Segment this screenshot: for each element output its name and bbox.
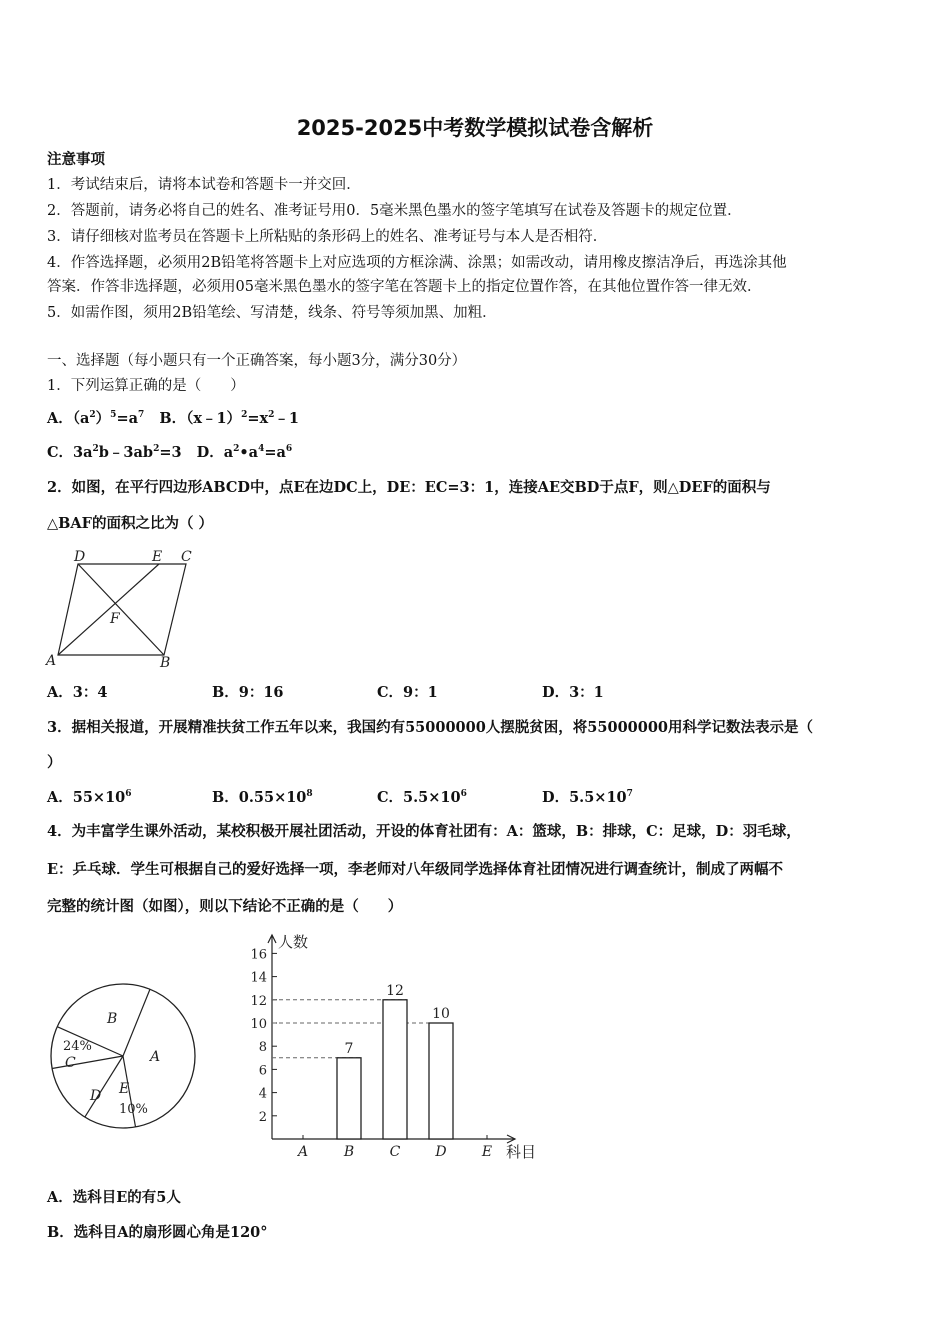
pie-label-e: E bbox=[119, 1081, 130, 1097]
x-tick-label: D bbox=[435, 1144, 447, 1160]
bar-chart-ylabel: 人数 bbox=[278, 933, 309, 951]
question-3-option-a: A．$55\times 10^6$ bbox=[47, 789, 132, 806]
vertex-label-a: A bbox=[46, 653, 57, 669]
notice-heading: 注意事项 bbox=[47, 151, 105, 168]
question-4-stem: 4．为丰富学生课外活动，某校积极开展社团活动，开设的体育社团有：A：篮球，B：排球，C：足球，D：羽毛球， bbox=[47, 823, 801, 840]
question-4-option-b: B．选科目A的扇形圆心角是120° bbox=[47, 1224, 268, 1241]
question-1-stem: 1．下列运算正确的是（ ） bbox=[47, 378, 245, 394]
pie-label-b: B bbox=[107, 1011, 118, 1027]
question-2-stem-cont: △BAF的面积之比为（ ） bbox=[47, 515, 213, 532]
y-tick-label: 4 bbox=[258, 1086, 267, 1102]
bar-chart-xlabel: 科目 bbox=[506, 1143, 537, 1161]
x-tick-label: C bbox=[389, 1144, 401, 1160]
question-3-option-c: C．$5.5\times 10^6$ bbox=[377, 789, 467, 806]
notice-item: 答案．作答非选择题，必须用05毫米黑色墨水的签字笔在答题卡上的指定位置作答，在其他位置作答一律无效． bbox=[47, 279, 762, 295]
y-tick-label: 8 bbox=[258, 1040, 267, 1056]
bar-B bbox=[337, 1058, 361, 1139]
question-4-stem-cont2: 完整的统计图（如图），则以下结论不正确的是（ ） bbox=[47, 898, 403, 915]
question-2-option-d: D．3：1 bbox=[542, 684, 604, 701]
vertex-label-d: D bbox=[74, 549, 86, 565]
pie-percent-e: 10% bbox=[119, 1102, 148, 1117]
notice-item: 1．考试结束后，请将本试卷和答题卡一并交回． bbox=[47, 177, 361, 193]
question-3-stem-cont: ） bbox=[47, 754, 62, 771]
pie-chart bbox=[45, 983, 205, 1138]
question-3-option-b: B．$0.55\times 10^8$ bbox=[212, 789, 313, 806]
bar-value-label: 12 bbox=[386, 982, 404, 999]
notice-item: 4．作答选择题，必须用2B铅笔将答题卡上对应选项的方框涂满、涂黑；如需改动，请用橡皮擦洁净后，再选涂其他 bbox=[47, 255, 787, 271]
vertex-label-b: B bbox=[160, 655, 171, 671]
bar-value-label: 10 bbox=[432, 1006, 450, 1022]
question-2-option-b: B．9：16 bbox=[212, 684, 284, 701]
pie-slice-boundary bbox=[52, 1056, 123, 1069]
y-tick-label: 6 bbox=[258, 1063, 267, 1079]
question-1-options-ab: A．$(a^2)^5=a^7$ B．$(x﹣1)^2=x^2﹣1$ bbox=[47, 410, 299, 427]
x-tick-label: E bbox=[481, 1144, 493, 1160]
question-2-option-a: A．3：4 bbox=[47, 684, 108, 701]
question-2-option-c: C．9：1 bbox=[377, 684, 438, 701]
y-tick-label: 12 bbox=[250, 993, 267, 1009]
bar-C bbox=[383, 1000, 407, 1139]
pie-label-c: C bbox=[65, 1055, 76, 1071]
y-tick-label: 10 bbox=[250, 1017, 267, 1032]
question-4-stem-cont: E：乒乓球．学生可根据自己的爱好选择一项，李老师对八年级同学选择体育社团情况进行调查统计，制成了两幅不 bbox=[47, 861, 784, 878]
vertex-label-c: C bbox=[181, 549, 192, 565]
y-tick-label: 2 bbox=[258, 1109, 267, 1125]
notice-item: 3．请仔细核对监考员在答题卡上所粘贴的条形码上的姓名、准考证号与本人是否相符． bbox=[47, 229, 608, 245]
pie-slice-boundary bbox=[85, 1056, 123, 1117]
notice-item: 5．如需作图，须用2B铅笔绘、写清楚，线条、符号等须加黑、加粗． bbox=[47, 305, 497, 321]
parallelogram-figure bbox=[40, 543, 200, 673]
question-1-options-cd: C．$3a^2b﹣3ab^2=3$ D．$a^2•a^4=a^6$ bbox=[47, 444, 293, 461]
y-tick-label: 14 bbox=[250, 970, 267, 986]
question-3-option-d: D．$5.5\times 10^7$ bbox=[542, 789, 633, 806]
question-4-option-a: A．选科目E的有5人 bbox=[47, 1189, 181, 1206]
notice-item: 2．答题前，请务必将自己的姓名、准考证号用0．5毫米黑色墨水的签字笔填写在试卷及答题卡的规定位置． bbox=[47, 203, 742, 219]
question-2-stem: 2．如图，在平行四边形ABCD中，点E在边DC上，DE：EC=3：1，连接AE交BD于点F，则△DEF的面积与 bbox=[47, 479, 771, 496]
bar-chart bbox=[240, 925, 545, 1170]
y-tick-label: 16 bbox=[250, 947, 267, 963]
pie-percent-c: 24% bbox=[63, 1039, 92, 1054]
pie-label-d: D bbox=[90, 1088, 102, 1104]
x-tick-label: B bbox=[343, 1144, 355, 1160]
x-tick-label: A bbox=[297, 1144, 309, 1160]
pie-slice-boundary bbox=[123, 989, 150, 1056]
pie-label-a: A bbox=[150, 1049, 161, 1065]
point-label-f: F bbox=[110, 611, 120, 627]
section-heading: 一、选择题（每小题只有一个正确答案，每小题3分，满分30分） bbox=[47, 353, 467, 369]
bar-value-label: 7 bbox=[344, 1040, 354, 1057]
bar-D bbox=[429, 1023, 453, 1139]
page-title: 2025-2025中考数学模拟试卷含解析 bbox=[296, 116, 654, 140]
question-3-stem: 3．据相关报道，开展精准扶贫工作五年以来，我国约有55000000人摆脱贫困，将55000000用科学记数法表示是（ bbox=[47, 719, 814, 736]
vertex-label-e: E bbox=[152, 549, 163, 565]
